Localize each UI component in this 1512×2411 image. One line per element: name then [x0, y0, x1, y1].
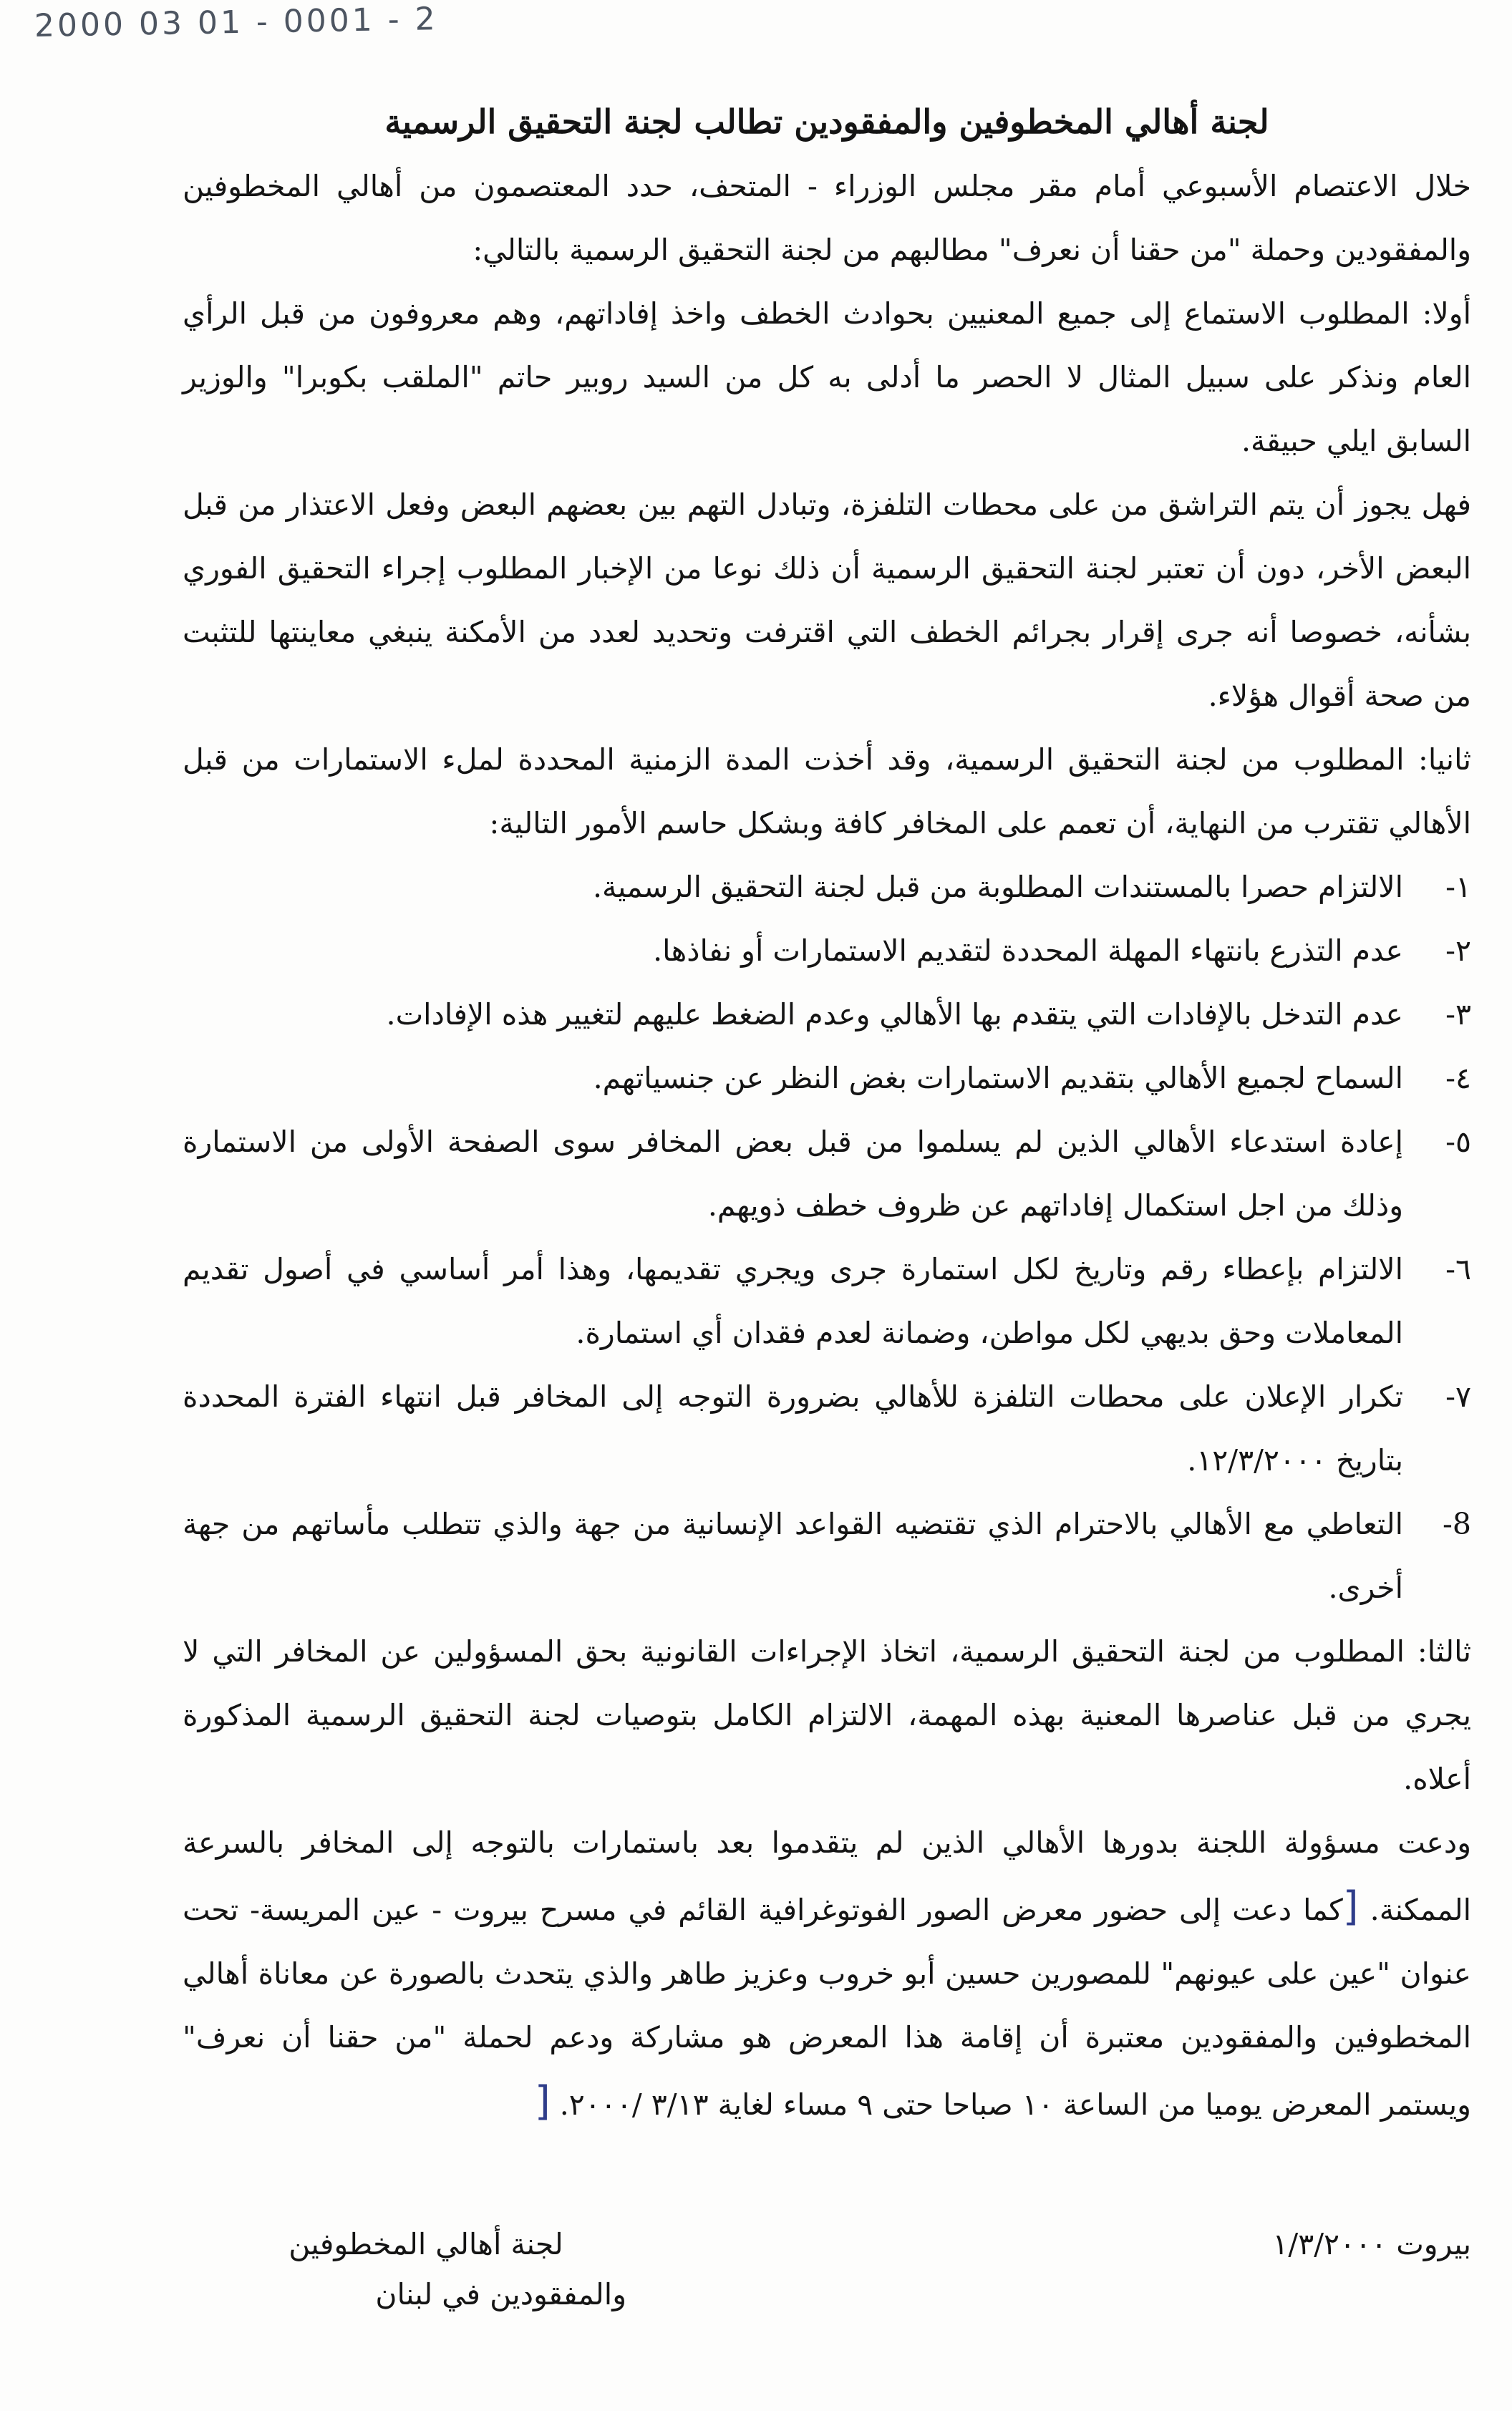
list-item-number: ٣- [1445, 997, 1471, 1032]
closing-paragraph [183, 1811, 1471, 2137]
list-item-text: عدم التذرع بانتهاء المهلة المحددة لتقديم الاستمارات أو نفاذها. [653, 933, 1403, 968]
list-item-text: الالتزام حصرا بالمستندات المطلوبة من قبل لجنة التحقيق الرسمية. [593, 870, 1403, 904]
list-item-text: عدم التدخل بالإفادات التي يتقدم بها الأهالي وعدم الضغط عليهم لتغيير هذه الإفادات. [386, 997, 1403, 1032]
question-paragraph: فهل يجوز أن يتم التراشق من على محطات التلفزة، وتبادل التهم بين بعضهم البعض وفعل الاعتذار من قبل البعض الأخر، دون أن تعتبر لجنة التحقيق الرسمية أن ذلك نوعا من الإخبار المطلوب إجراء التحقيق الفوري بشأنه، خصوصا أنه جرى إقرار بجرائم الخطف التي اقترفت وتحديد لعدد من الأمكنة ينبغي معاينتها للتثبت من صحة أقوال هؤلاء. [183, 487, 1471, 713]
list-item-number: ٧- [1445, 1379, 1471, 1414]
demands-list [183, 855, 1471, 1620]
first-demand-paragraph: أولا: المطلوب الاستماع إلى جميع المعنيين بحوادث الخطف واخذ إفاداتهم، وهم معروفون من قبل الرأي العام ونذكر على سبيل المثال لا الحصر ما أدلى به كل من السيد روبير حاتم "الملقب بكوبرا" والوزير السابق ايلي حبيقة. [183, 296, 1471, 458]
list-item [183, 919, 1471, 983]
archive-handwritten-number: 2000 03 01 - 0001 - 2 [34, 1, 439, 44]
signature-line-1: لجنة أهالي المخطوفين [289, 2227, 563, 2261]
list-item [183, 1110, 1471, 1238]
list-item [183, 1493, 1471, 1620]
handwritten-bracket-mark-end: [ [534, 2078, 551, 2125]
closing-text-a: ودعت مسؤولة اللجنة بدورها الأهالي الذين لم يتقدموا بعد باستمارات بالتوجه إلى المخافر بالسرعة الممكنة. [183, 1825, 1471, 1927]
list-item [183, 855, 1471, 919]
list-item-number: 8- [1443, 1507, 1471, 1541]
list-item-number: ٥- [1445, 1125, 1471, 1159]
list-item-text: الالتزام بإعطاء رقم وتاريخ لكل استمارة جرى ويجري تقديمها، وهذا أمر أساسي في أصول تقديم المعاملات وحق بديهي لكل مواطن، وضمانة لعدم فقدان أي استمارة. [183, 1252, 1403, 1350]
intro-paragraph: خلال الاعتصام الأسبوعي أمام مقر مجلس الوزراء - المتحف، حدد المعتصمون من أهالي المخطوفين والمفقودين وحملة "من حقنا أن نعرف" مطالبهم من لجنة التحقيق الرسمية بالتالي: [183, 169, 1471, 267]
document-body [183, 86, 1471, 2137]
list-item-number: ٢- [1445, 933, 1471, 968]
list-item-number: ١- [1445, 870, 1471, 904]
list-item [183, 1238, 1471, 1365]
list-item [183, 1365, 1471, 1493]
signature-line-2: والمفقودين في لبنان [375, 2277, 626, 2311]
document-date: بيروت ١/٣/٢٠٠٠ [1272, 2227, 1471, 2261]
list-item-number: ٦- [1445, 1252, 1471, 1286]
list-item-text: السماح لجميع الأهالي بتقديم الاستمارات بغض النظر عن جنسياتهم. [593, 1061, 1403, 1095]
third-demand-paragraph: ثالثا: المطلوب من لجنة التحقيق الرسمية، اتخاذ الإجراءات القانونية بحق المسؤولين عن المخافر التي لا يجري من قبل عناصرها المعنية بهذه المهمة، الالتزام الكامل بتوصيات لجنة التحقيق الرسمية المذكورة أعلاه. [183, 1634, 1471, 1796]
document-title: لجنة أهالي المخطوفين والمفقودين تطالب لجنة التحقيق الرسمية [384, 102, 1269, 141]
handwritten-bracket-mark: [ [1342, 1883, 1359, 1930]
list-item [183, 1047, 1471, 1110]
second-demand-paragraph: ثانيا: المطلوب من لجنة التحقيق الرسمية، وقد أخذت المدة الزمنية المحددة لملء الاستمارات من قبل الأهالي تقترب من النهاية، أن تعمم على المخافر كافة وبشكل حاسم الأمور التالية: [183, 742, 1471, 840]
list-item-text: التعاطي مع الأهالي بالاحترام الذي تقتضيه القواعد الإنسانية من جهة والذي تتطلب مأساتهم من جهة أخرى. [183, 1507, 1403, 1605]
list-item-text: تكرار الإعلان على محطات التلفزة للأهالي بضرورة التوجه إلى المخافر قبل انتهاء الفترة المحددة بتاريخ ١٢/٣/٢٠٠٠. [183, 1379, 1403, 1478]
closing-text-b: كما دعت إلى حضور معرض الصور الفوتوغرافية القائم في مسرح بيروت - عين المريسة- تحت عنوان "عين على عيونهم" للمصورين حسين أبو خروب وعزيز طاهر والذي يتحدث بالصورة عن معاناة أهالي المخطوفين والمفقودين معتبرة أن إقامة هذا المعرض هو مشاركة ودعم لحملة "من حقنا أن نعرف" ويستمر المعرض يوميا من الساعة ١٠ صباحا حتى ٩ مساء لغاية ٣/١٣ /٢٠٠٠. [183, 1893, 1471, 2122]
list-item [183, 983, 1471, 1047]
list-item-number: ٤- [1445, 1061, 1471, 1095]
list-item-text: إعادة استدعاء الأهالي الذين لم يسلموا من قبل بعض المخافر سوى الصفحة الأولى من الاستمارة وذلك من اجل استكمال إفاداتهم عن ظروف خطف ذويهم. [183, 1125, 1403, 1223]
